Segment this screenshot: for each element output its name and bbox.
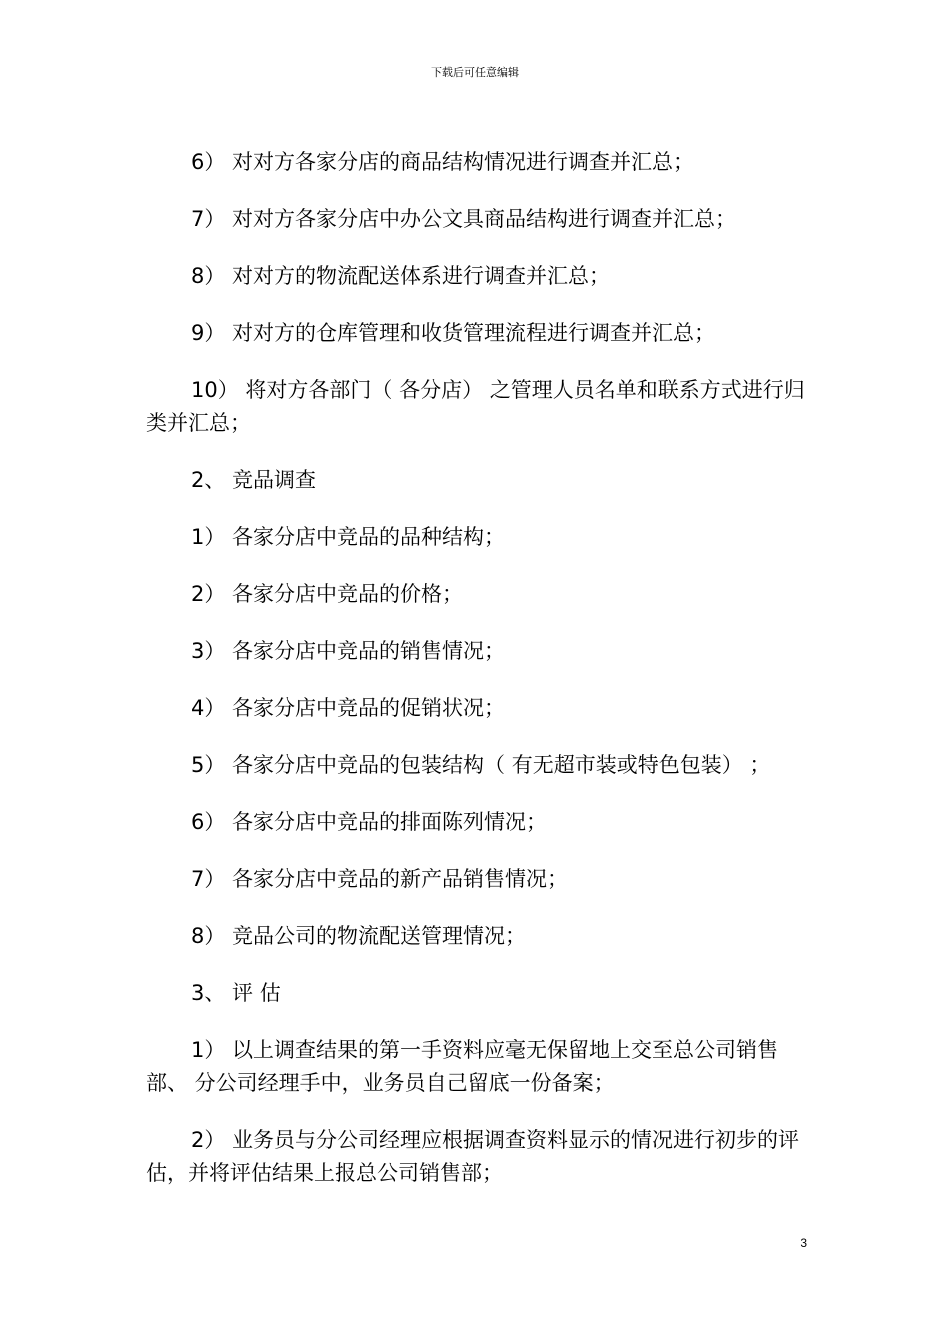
evaluation-item-1: 1） 以上调查结果的第一手资料应毫无保留地上交至总公司销售部、 分公司经理手中，业务员自己留底一份备案； <box>146 1038 779 1095</box>
competitor-item-4: 4） 各家分店中竞品的促销状况； <box>191 696 506 720</box>
document-body <box>146 146 810 1214</box>
competitor-item-7: 7） 各家分店中竞品的新产品销售情况； <box>191 867 569 891</box>
competitor-item-1: 1） 各家分店中竞品的品种结构； <box>191 525 506 549</box>
evaluation-item-2: 2） 业务员与分公司经理应根据调查资料显示的情况进行初步的评估，并将评估结果上报总公司销售部； <box>146 1128 800 1185</box>
page-header: 下载后可任意编辑 <box>431 66 519 79</box>
paragraph-item-9: 9） 对对方的仓库管理和收货管理流程进行调查并汇总； <box>191 321 716 345</box>
paragraph-item-8: 8） 对对方的物流配送体系进行调查并汇总； <box>191 264 611 288</box>
section-heading-evaluation: 3、 评 估 <box>191 981 281 1005</box>
paragraph-item-10: 10） 将对方各部门（ 各分店） 之管理人员名单和联系方式进行归类并汇总； <box>146 378 805 435</box>
competitor-item-6: 6） 各家分店中竞品的排面陈列情况； <box>191 810 548 834</box>
competitor-item-5: 5） 各家分店中竞品的包装结构（ 有无超市装或特色包装） ； <box>191 753 771 777</box>
competitor-item-3: 3） 各家分店中竞品的销售情况； <box>191 639 506 663</box>
competitor-item-8: 8） 竞品公司的物流配送管理情况； <box>191 924 527 948</box>
paragraph-item-7: 7） 对对方各家分店中办公文具商品结构进行调查并汇总； <box>191 207 737 231</box>
paragraph-item-6: 6） 对对方各家分店的商品结构情况进行调查并汇总； <box>191 150 695 174</box>
competitor-item-2: 2） 各家分店中竞品的价格； <box>191 582 464 606</box>
page-number: 3 <box>800 1236 807 1250</box>
section-heading-competitor-survey: 2、 竞品调查 <box>191 468 317 492</box>
